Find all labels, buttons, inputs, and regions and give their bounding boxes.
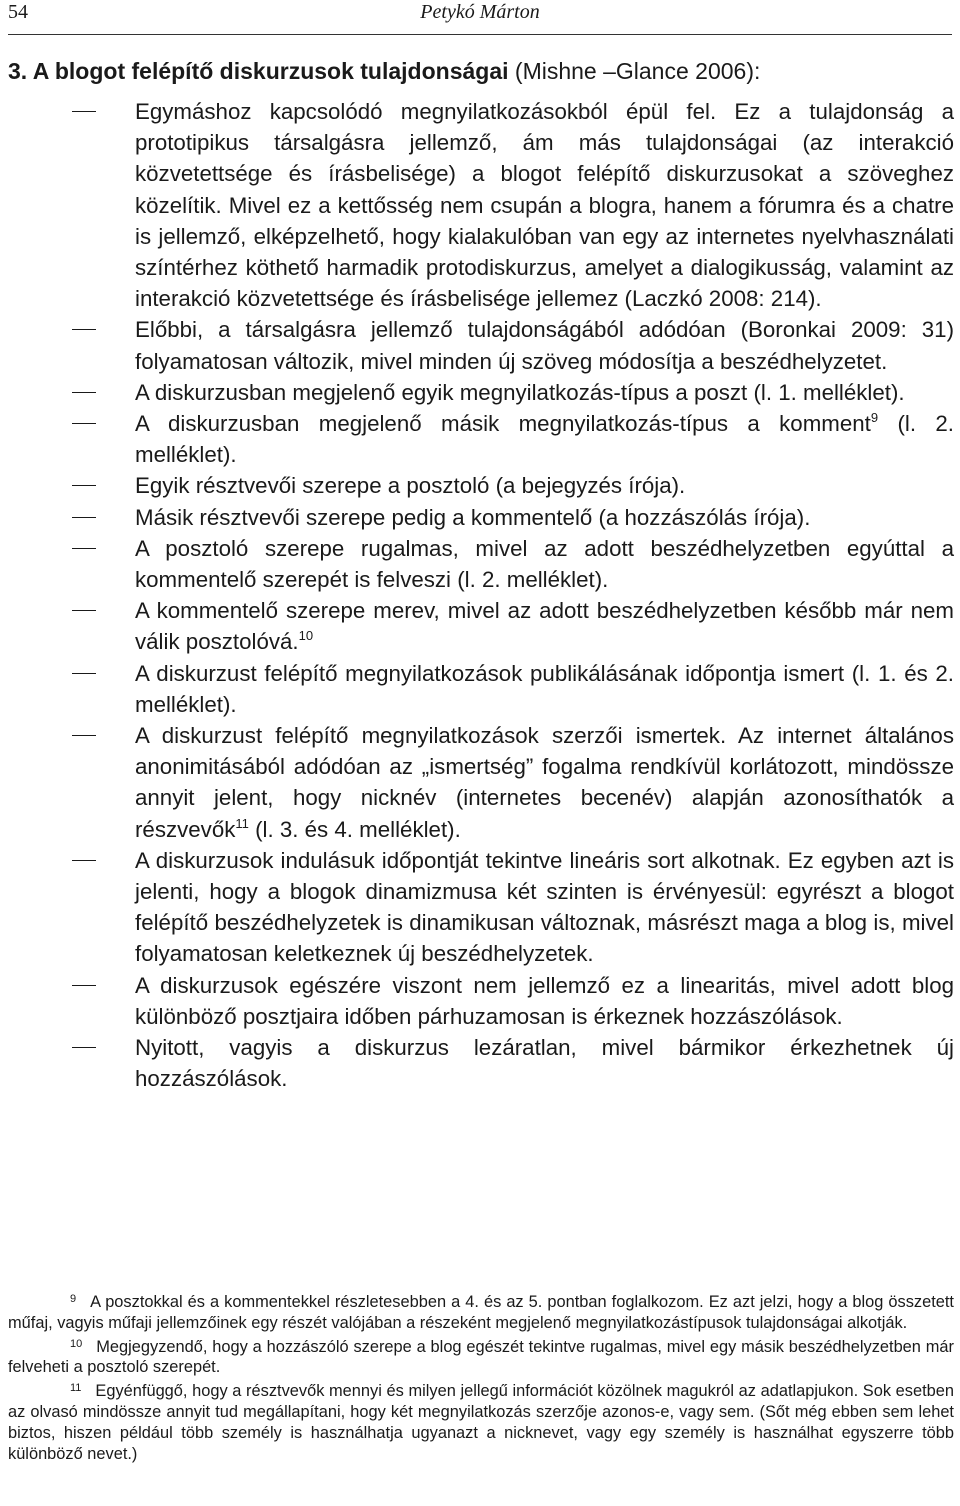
list-item-text: A posztoló szerepe rugalmas, mivel az adott beszédhelyzetben egyúttal a kommentelő szerepét is felveszi (l. 2. melléklet). (135, 535, 954, 593)
list-item-text: A diskurzusok egészére viszont nem jellemző ez a linearitás, mivel adott blog különböző posztjaira időben párhuzamosan is érkeznek hozzászólások. (135, 972, 954, 1029)
list-item-text: A kommentelő szerepe merev, mivel az adott beszédhelyzetben később már nem válik posztolóvá. (135, 598, 954, 655)
footnote (8, 1337, 954, 1379)
dash-bullet (72, 1047, 96, 1048)
list-item (8, 96, 954, 314)
footnote-number: 11 (70, 1382, 82, 1395)
footnote (8, 1381, 954, 1464)
list-item-text: A diskurzust felépítő megnyilatkozások szerzői ismertek. Az internet általános anonimitásából adódóan az „ismertség” fogalma rendkívül korlátozott, mindössze annyit jelent, hogy nicknév (internetes becenév) alapján azonosíthatók a részvevők (135, 723, 954, 842)
section-heading (8, 58, 760, 85)
footnote-text: Megjegyzendő, hogy a hozzászóló szerepe a blog egészét tekintve rugalmas, mivel egy másik beszédhelyzetben már felveheti a posztoló szerepét. (8, 1337, 954, 1377)
list-item (8, 314, 954, 376)
page-number: 54 (8, 1, 28, 23)
footnote-text: A posztokkal és a kommentekkel részletesebben a 4. és az 5. pontban foglalkozom. Ez azt jelzi, hogy a blog összetett műfaj, vagyis műfaji jellemzőinek egy részét valójában a részeként megjelenő megnyilatkozástípusok tulajdonságai alkotják. (8, 1293, 954, 1332)
page-header (8, 0, 952, 35)
list-item-text: Egymáshoz kapcsolódó megnyilatkozásokból épül fel. Ez a tulajdonság a prototipikus társalgásra jellemző, ám más tulajdonságai (az interakció közvetettsége és írásbelisége) a blogot felépítő diskurzusokat a szöveghez közelítik. Mivel ez a kettősség nem csupán a blogra, hanem a fórumra és a chatre is jellemző, elképzelhető, hogy kialakulóban van egy az internetes nyelvhasználati színtérhez köthető harmadik protodiskurzus, amelyet a dialogikusság, valamint az interakció közvetettsége és írásbelisége jellemez (Laczkó 2008: 214). (135, 99, 954, 312)
list-item-text-after: (l. 2. melléklet). (135, 411, 954, 468)
footnote-number: 9 (70, 1293, 77, 1305)
dash-bullet (72, 610, 96, 611)
dash-bullet (72, 517, 96, 518)
dash-bullet (72, 548, 96, 549)
list-item-text: A diskurzusban megjelenő egyik megnyilatkozás-típus a poszt (l. 1. melléklet). (135, 379, 905, 405)
footnote-ref[interactable]: 10 (298, 628, 314, 644)
list-item (8, 658, 954, 720)
dash-bullet (72, 329, 96, 330)
running-head-author: Petykó Márton (420, 1, 540, 23)
section-title: 3. A blogot felépítő diskurzusok tulajdonságai (8, 58, 509, 84)
footnotes (8, 1292, 954, 1467)
list-item (8, 970, 954, 1032)
list-item (8, 1032, 954, 1094)
dash-bullet (72, 111, 96, 112)
list-item-text: A diskurzust felépítő megnyilatkozások publikálásának időpontja ismert (l. 1. és 2. melléklet). (135, 660, 954, 717)
dash-bullet (72, 985, 96, 986)
list-item (8, 377, 954, 408)
footnote-number: 10 (70, 1337, 83, 1350)
list-item (8, 595, 954, 657)
dash-bullet (72, 673, 96, 674)
property-list (8, 96, 954, 1095)
list-item-text: Előbbi, a társalgásra jellemző tulajdonságából adódóan (Boronkai 2009: 31) folyamatosan változik, mivel minden új szöveg módosítja a beszédhelyzetet. (135, 317, 954, 374)
footnote-ref[interactable]: 11 (235, 815, 249, 831)
list-item-text: A diskurzusok indulásuk időpontját tekintve lineáris sort alkotnak. Ez egyben azt is jelenti, hogy a blogok dinamizmusa két szinten is érvényesül: egyrészt a blogot felépítő beszédhelyzetek is dinamikusan változnak, másrészt maga a blog is, mivel folyamatosan keletkeznek új beszédhelyzetek. (135, 847, 954, 967)
footnote (8, 1292, 954, 1334)
list-item (8, 533, 954, 595)
dash-bullet (72, 735, 96, 736)
list-item-text: Másik résztvevői szerepe pedig a kommentelő (a hozzászólás írója). (135, 504, 811, 530)
dash-bullet (72, 860, 96, 861)
dash-bullet (72, 392, 96, 393)
list-item (8, 470, 954, 501)
list-item-text: A diskurzusban megjelenő másik megnyilatkozás-típus a komment (135, 411, 871, 437)
list-item (8, 720, 954, 845)
list-item (8, 502, 954, 533)
list-item-text-after: (l. 3. és 4. melléklet). (248, 816, 461, 842)
dash-bullet (72, 423, 96, 424)
dash-bullet (72, 485, 96, 486)
list-item (8, 408, 954, 470)
section-citation: (Mishne –Glance 2006): (508, 58, 761, 84)
list-item-text: Nyitott, vagyis a diskurzus lezáratlan, mivel bármikor érkezhetnek új hozzászólások. (135, 1035, 954, 1092)
footnote-ref[interactable]: 9 (870, 410, 879, 426)
list-item (8, 845, 954, 970)
footnote-text: Egyénfüggő, hogy a résztvevők mennyi és milyen jellegű információt közölnek magukról az adatlapjukon. Sok esetben az olvasó mindössze annyit tud megállapítani, hogy két megnyilatkozás szerzője azonos-e, vagy sem. (Sőt még ebben sem lehet biztos, hiszen például több személy is használhatja ugyanazt a nicknevet, vagy egy személy is használhat egyszerre több különböző nevet.) (8, 1382, 954, 1463)
list-item-text: Egyik résztvevői szerepe a posztoló (a bejegyzés írója). (135, 473, 686, 499)
